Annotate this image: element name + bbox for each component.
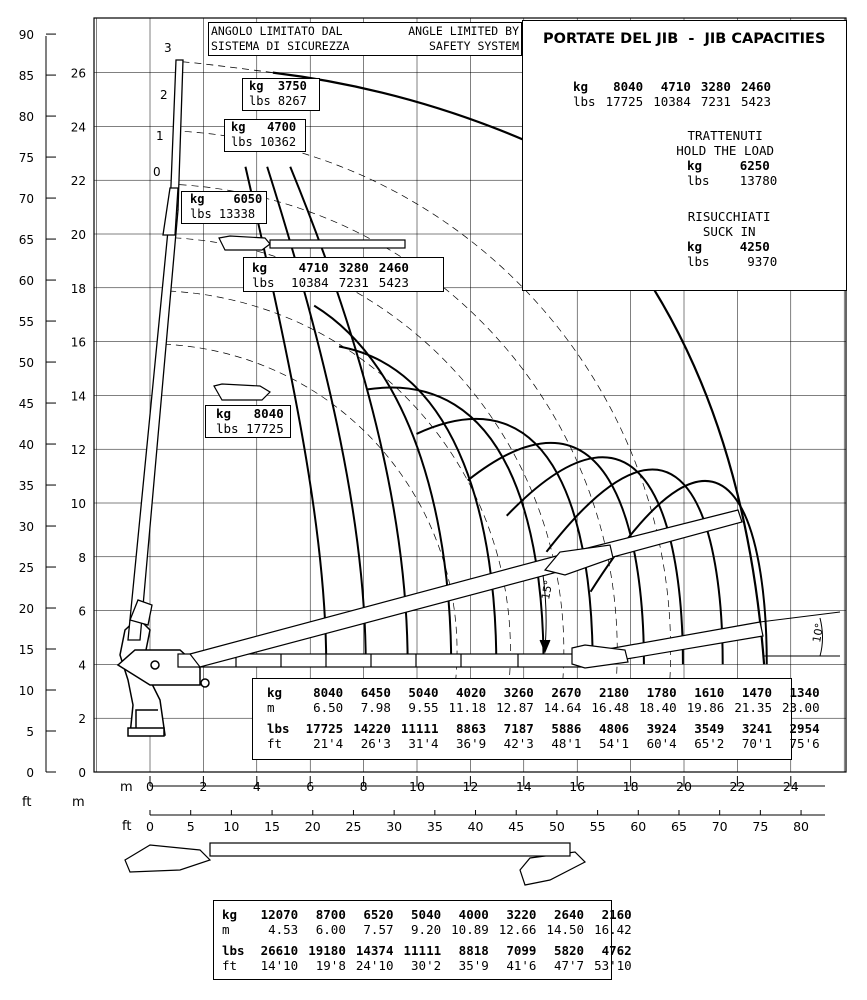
- m-cell: 14.50: [546, 922, 585, 937]
- kg-label: kg: [190, 192, 205, 206]
- x-tick-ft: 50: [548, 819, 565, 834]
- kg-cell: 6520: [363, 907, 394, 922]
- load-lbs: 13338: [218, 207, 256, 221]
- jib-table: [573, 79, 771, 109]
- lbs-row-label: lbs: [267, 721, 290, 736]
- angle-15-label: 15°: [539, 579, 556, 601]
- y-tick-ft: 40: [18, 438, 34, 453]
- angle-10-label: 10°: [810, 622, 827, 644]
- lbs-cell: 3924: [646, 721, 677, 736]
- lbs-cell: 14220: [353, 721, 391, 736]
- reach-arc: [171, 238, 564, 693]
- x-tick-m: 8: [359, 779, 368, 794]
- kg-label: kg: [252, 260, 268, 275]
- ft-row-label: ft: [267, 736, 283, 751]
- lbs-cell: 26610: [260, 943, 299, 958]
- ft-cell: 48'1: [551, 736, 582, 751]
- lbs-cell: 5886: [551, 721, 582, 736]
- y-tick-ft: 80: [18, 110, 34, 125]
- load-lbs: 17725: [246, 421, 284, 436]
- kg-label: kg: [249, 79, 264, 93]
- y-tick-ft: 5: [26, 725, 34, 740]
- y-tick-ft: 20: [18, 602, 34, 617]
- bottom-m-label: m: [120, 780, 133, 795]
- m-cell: 14.64: [543, 700, 582, 715]
- ft-cell: 53'10: [594, 958, 632, 973]
- kg-cell: 8040: [313, 685, 344, 700]
- kg-cell: 6450: [360, 685, 391, 700]
- ft-cell: 36'9: [456, 736, 487, 751]
- hold-label-en: HOLD THE LOAD: [676, 143, 775, 158]
- lbs-label: lbs: [249, 94, 271, 108]
- load-box-6050: [181, 191, 267, 224]
- x-tick-m: 14: [515, 779, 532, 794]
- lbs-cell: 17725: [305, 721, 344, 736]
- m-cell: 19.86: [686, 700, 725, 715]
- ft-cell: 54'1: [598, 736, 630, 751]
- notice-en-line2: SAFETY SYSTEM: [428, 39, 519, 53]
- position-label-2: 2: [160, 88, 168, 102]
- kg-cell: 2640: [553, 907, 585, 922]
- lbs-cell: 3549: [694, 721, 725, 736]
- m-cell: 10.89: [451, 922, 489, 937]
- y-tick-ft: 50: [18, 356, 34, 371]
- y-tick-m: 22: [70, 174, 86, 189]
- y-tick-ft: 85: [18, 69, 34, 84]
- y-tick-ft: 65: [18, 233, 34, 248]
- x-tick-m: 2: [199, 779, 208, 794]
- load-lbs: 10384: [291, 275, 329, 290]
- ft-axis-label: ft: [22, 795, 32, 810]
- load-kg: 3750: [277, 79, 307, 93]
- ft-cell: 21'4: [313, 736, 344, 751]
- x-tick-ft: 70: [711, 819, 728, 834]
- kg-cell: 1780: [646, 685, 677, 700]
- notice-en-line1: ANGLE LIMITED BY: [408, 24, 519, 38]
- kg-cell: 3220: [506, 907, 537, 922]
- kg-label: kg: [231, 120, 246, 134]
- m-row-label: m: [267, 700, 275, 715]
- y-tick-ft: 10: [18, 684, 34, 699]
- x-tick-ft: 35: [426, 819, 443, 834]
- x-tick-ft: 45: [508, 819, 525, 834]
- x-tick-ft: 30: [386, 819, 403, 834]
- x-tick-m: 4: [252, 779, 261, 794]
- bottom-ft-label: ft: [122, 819, 132, 834]
- lbs-cell: 14374: [355, 943, 394, 958]
- x-tick-m: 12: [462, 779, 479, 794]
- m-cell: 4.53: [268, 922, 299, 937]
- kg-cell: 5040: [408, 685, 439, 700]
- y-tick-m: 12: [70, 443, 86, 458]
- x-tick-m: 16: [569, 779, 586, 794]
- ft-cell: 30'2: [411, 958, 442, 973]
- kg-cell: 4020: [456, 685, 487, 700]
- m-cell: 12.66: [498, 922, 537, 937]
- suck-in-block: [681, 209, 777, 269]
- lbs-cell: 3241: [741, 721, 772, 736]
- m-cell: 7.98: [360, 700, 391, 715]
- y-tick-ft: 30: [18, 520, 34, 535]
- hold-load-block: [673, 128, 777, 188]
- suck-lbs-label: lbs: [687, 254, 710, 269]
- load-lbs: 5423: [378, 275, 409, 290]
- m-row-label: m: [222, 922, 230, 937]
- bottom-capacity-table: [213, 900, 632, 980]
- m-cell: 11.18: [448, 700, 487, 715]
- lbs-label: lbs: [216, 421, 239, 436]
- m-cell: 9.55: [408, 700, 439, 715]
- x-tick-ft: 55: [589, 819, 606, 834]
- ft-row-label: ft: [222, 958, 238, 973]
- load-kg: 8040: [253, 406, 284, 421]
- m-cell: 23.00: [781, 700, 820, 715]
- lbs-label: lbs: [190, 207, 212, 221]
- position-label-0: 0: [153, 165, 161, 179]
- m-cell: 6.00: [315, 922, 346, 937]
- lbs-cell: 2954: [789, 721, 820, 736]
- ft-cell: 41'6: [506, 958, 537, 973]
- x-tick-m: 24: [782, 779, 799, 794]
- m-cell: 7.57: [363, 922, 394, 937]
- y-tick-m: 0: [78, 766, 86, 780]
- kg-row-label: kg: [267, 685, 283, 700]
- position-label-1: 1: [156, 129, 164, 143]
- x-tick-ft: 20: [304, 819, 321, 834]
- lbs-cell: 7099: [506, 943, 537, 958]
- kg-cell: 1470: [741, 685, 772, 700]
- x-tick-m: 20: [676, 779, 692, 794]
- lbs-cell: 4806: [598, 721, 630, 736]
- x-tick-m: 0: [146, 779, 154, 794]
- y-tick-m: 20: [70, 228, 86, 242]
- m-cell: 16.42: [594, 922, 632, 937]
- y-tick-m: 8: [78, 550, 86, 565]
- suck-kg: 4250: [739, 239, 770, 254]
- m-cell: 9.20: [411, 922, 442, 937]
- lbs-cell: 8818: [458, 943, 489, 958]
- ft-cell: 14'10: [260, 958, 299, 973]
- kg-cell: 8700: [315, 907, 346, 922]
- load-kg: 2460: [378, 260, 409, 275]
- y-tick-m: 2: [78, 712, 86, 727]
- y-tick-ft: 0: [26, 766, 34, 780]
- jib-title: PORTATE DEL JIB - JIB CAPACITIES: [543, 31, 826, 47]
- suck-kg-label: kg: [687, 239, 703, 254]
- kg-cell: 1340: [789, 685, 820, 700]
- load-kg: 6050: [233, 192, 263, 206]
- jib-capacities-panel: [522, 20, 847, 291]
- ft-cell: 60'4: [646, 736, 677, 751]
- load-kg: 4710: [298, 260, 329, 275]
- x-tick-m: 10: [409, 779, 425, 794]
- x-tick-ft: 75: [752, 819, 769, 834]
- jib-kg-label: kg: [573, 79, 589, 94]
- y-tick-ft: 45: [18, 397, 34, 412]
- kg-cell: 2160: [601, 907, 632, 922]
- kg-cell: 1610: [694, 685, 725, 700]
- kg-cell: 2180: [598, 685, 630, 700]
- m-axis-label-left: m: [72, 795, 85, 810]
- jib-10deg-icon: [572, 622, 763, 668]
- m-cell: 21.35: [734, 700, 772, 715]
- jib-lbs: 7231: [700, 94, 731, 109]
- x-tick-ft: 80: [793, 819, 810, 834]
- x-tick-m: 6: [306, 779, 315, 794]
- x-tick-m: 22: [729, 779, 746, 794]
- x-tick-ft: 40: [467, 819, 484, 834]
- jib-kg: 3280: [700, 79, 731, 94]
- y-tick-ft: 35: [18, 479, 34, 494]
- main-capacity-table: [252, 678, 820, 760]
- y-tick-m: 24: [70, 120, 86, 135]
- jib-kg: 4710: [660, 79, 691, 94]
- y-tick-m: 16: [70, 335, 86, 350]
- m-cell: 18.40: [639, 700, 677, 715]
- bottom-boom-icon: [210, 843, 570, 856]
- kg-cell: 3260: [503, 685, 534, 700]
- lbs-cell: 4762: [601, 943, 632, 958]
- hold-lbs-label: lbs: [687, 173, 710, 188]
- y-tick-ft: 60: [18, 274, 34, 289]
- position-label-3: 3: [164, 41, 172, 55]
- x-tick-ft: 5: [186, 819, 195, 834]
- kg-cell: 2670: [551, 685, 582, 700]
- x-tick-ft: 25: [345, 819, 362, 834]
- load-box-8040: [205, 405, 291, 438]
- kg-cell: 12070: [260, 907, 299, 922]
- hold-label-it: TRATTENUTI: [687, 128, 763, 143]
- y-tick-m: 26: [70, 66, 86, 81]
- load-kg: 3280: [338, 260, 369, 275]
- lbs-cell: 11111: [400, 721, 439, 736]
- kg-cell: 4000: [458, 907, 489, 922]
- x-tick-ft: 65: [671, 819, 687, 834]
- y-tick-m: 14: [70, 389, 86, 404]
- y-tick-ft: 70: [18, 192, 34, 207]
- y-tick-ft: 55: [18, 315, 34, 330]
- y-tick-m: 10: [70, 497, 86, 511]
- x-tick-ft: 10: [223, 819, 240, 834]
- m-cell: 6.50: [313, 700, 344, 715]
- outer-envelope-dashed: [182, 62, 273, 73]
- hold-kg-label: kg: [687, 158, 703, 173]
- x-tick-ft: 0: [146, 819, 154, 834]
- lbs-cell: 7187: [503, 721, 534, 736]
- kg-cell: 5040: [411, 907, 442, 922]
- ft-cell: 65'2: [694, 736, 725, 751]
- x-tick-ft: 60: [630, 819, 647, 834]
- lbs-cell: 5820: [553, 943, 585, 958]
- ft-cell: 26'3: [360, 736, 391, 751]
- y-tick-ft: 90: [18, 28, 34, 43]
- notice-it-line2: SISTEMA DI SICUREZZA: [211, 39, 350, 53]
- ft-cell: 35'9: [458, 958, 489, 973]
- hold-lbs: 13780: [739, 173, 778, 188]
- load-lbs: 8267: [277, 94, 307, 108]
- y-tick-ft: 75: [18, 151, 34, 166]
- ft-cell: 42'3: [503, 736, 534, 751]
- lbs-row-label: lbs: [222, 943, 245, 958]
- y-tick-m: 4: [78, 658, 86, 673]
- y-tick-m: 6: [78, 604, 86, 619]
- jib-lbs: 17725: [605, 94, 644, 109]
- load-lbs: 10362: [259, 135, 297, 149]
- ft-cell: 70'1: [741, 736, 772, 751]
- suck-label-it: RISUCCHIATI: [687, 209, 771, 224]
- lbs-label: lbs: [252, 275, 275, 290]
- jib-lbs: 5423: [740, 94, 772, 109]
- suck-lbs: 9370: [747, 254, 778, 269]
- y-tick-ft: 15: [18, 643, 34, 658]
- load-box-4710: [243, 257, 444, 292]
- ft-cell: 31'4: [408, 736, 439, 751]
- y-tick-ft: 25: [18, 561, 34, 576]
- load-box-3750: [242, 78, 320, 111]
- load-box-4700: [224, 119, 306, 152]
- ft-cell: 19'8: [315, 958, 346, 973]
- jib-kg: 2460: [740, 79, 772, 94]
- jib-kg: 8040: [613, 79, 644, 94]
- boom-vertical-icon: [128, 60, 183, 640]
- x-tick-ft: 15: [264, 819, 281, 834]
- jib-lbs-label: lbs: [573, 94, 596, 109]
- x-tick-m: 18: [622, 779, 639, 794]
- hold-kg: 6250: [739, 158, 770, 173]
- jib-lbs: 10384: [653, 94, 691, 109]
- lbs-cell: 11111: [403, 943, 442, 958]
- ft-cell: 47'7: [553, 958, 585, 973]
- lbs-cell: 8863: [456, 721, 487, 736]
- y-tick-m: 18: [70, 281, 86, 296]
- notice-it-line1: ANGOLO LIMITATO DAL: [211, 24, 343, 38]
- m-cell: 12.87: [496, 700, 534, 715]
- load-kg: 4700: [267, 120, 297, 134]
- safety-notice: [208, 22, 522, 56]
- suck-label-en: SUCK IN: [702, 224, 756, 239]
- m-cell: 16.48: [591, 700, 630, 715]
- lbs-cell: 19180: [308, 943, 346, 958]
- ft-cell: 24'10: [355, 958, 394, 973]
- lbs-label: lbs: [231, 135, 253, 149]
- kg-label: kg: [216, 406, 232, 421]
- ft-cell: 75'6: [789, 736, 820, 751]
- kg-row-label: kg: [222, 907, 238, 922]
- load-lbs: 7231: [338, 275, 369, 290]
